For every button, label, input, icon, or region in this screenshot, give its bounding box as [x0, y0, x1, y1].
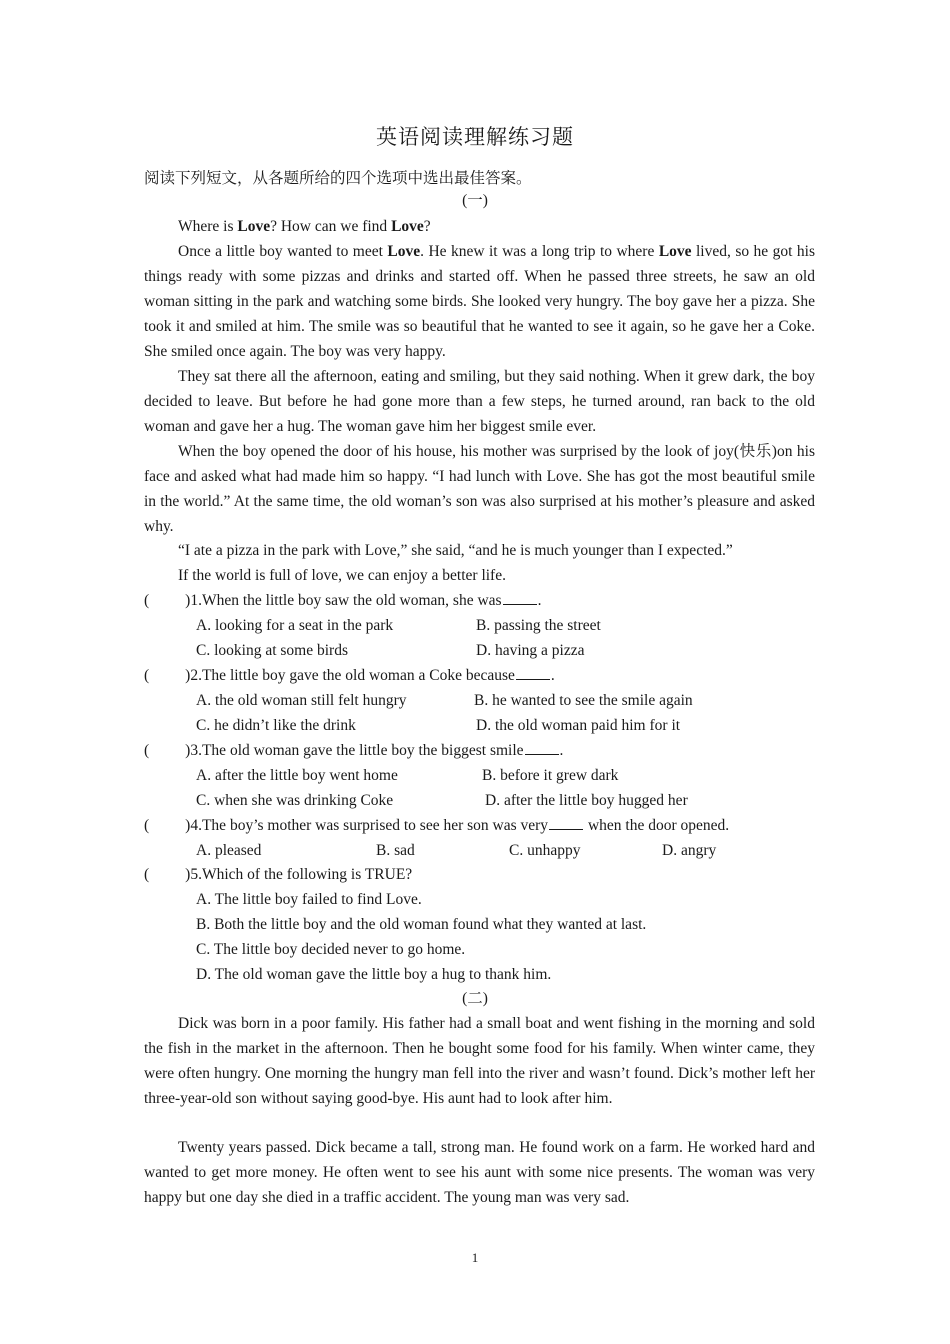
page-title: 英语阅读理解练习题 [376, 125, 574, 149]
headline-love: Love [237, 218, 271, 235]
instruction: 阅读下列短文，从各题所给的四个选项中选出最佳答案。 [144, 170, 532, 187]
passage1-paragraph-3 [144, 440, 815, 540]
passage-headline [178, 216, 431, 238]
option-a: A. looking for a seat in the park [196, 617, 394, 634]
answer-blank [525, 740, 559, 755]
answer-blank [549, 815, 583, 830]
question-stem: 2.The little boy gave the old woman a Coke because [190, 667, 515, 684]
page-number: 1 [471, 1250, 479, 1265]
question-stem: 3.The old woman gave the little boy the biggest smile [190, 742, 524, 759]
option-b: B. Both the little boy and the old woman found what they wanted at last. [196, 916, 647, 933]
option-c: C. when she was drinking Coke [196, 792, 394, 809]
option-d: D. the old woman paid him for it [476, 717, 681, 734]
passage1-paragraph-2 [144, 365, 815, 440]
headline-text: ? How can we find [270, 218, 392, 235]
headline-love: Love [391, 218, 424, 235]
paragraph-text: Once a little boy wanted to meet [178, 243, 388, 260]
question-tail: . [537, 592, 542, 609]
answer-paren-open: ( [144, 592, 150, 609]
answer-paren-close: ) [185, 742, 191, 759]
option-b: B. before it grew dark [482, 767, 619, 784]
answer-paren-close: ) [185, 866, 191, 883]
paragraph-text: They sat there all the afternoon, eating and smiling, but they said nothing. When it grew dark, the boy decided to leave. But before he had gone more than a few steps, he turned around, ran back to the old woman and gave her a hug. The woman gave him her biggest smile ever. [144, 368, 815, 435]
option-d: D. The old woman gave the little boy a hug to thank him. [196, 966, 552, 983]
option-a: A. after the little boy went home [196, 767, 398, 784]
headline-text: ? [423, 218, 431, 235]
paragraph-text: When the boy opened the door of his house, his mother was surprised by the look of joy(快乐)on his face and asked what had made him so happy. “I had lunch with Love. She has got the most beautiful smile in the world.” At the same time, the old woman’s son was also surprised at his mother’s pleasure and asked why. [144, 443, 815, 535]
question-1 [144, 590, 541, 612]
question-3 [144, 740, 563, 762]
bold-love: Love [658, 243, 692, 260]
question-tail: . [559, 742, 564, 759]
passage1-paragraph-1 [144, 240, 815, 365]
answer-paren-open: ( [144, 742, 150, 759]
question-stem: 1.When the little boy saw the old woman, she was [190, 592, 502, 609]
option-c: C. unhappy [509, 842, 581, 859]
answer-paren-open: ( [144, 866, 150, 883]
question-stem: 5.Which of the following is TRUE? [190, 866, 413, 883]
answer-paren-open: ( [144, 817, 150, 834]
question-4 [144, 815, 729, 837]
paragraph-text: Twenty years passed. Dick became a tall, strong man. He found work on a farm. He worked hard and wanted to get more money. He often went to see his aunt with some nice presents. The woman was very happy but one day she died in a traffic accident. The young man was very sad. [144, 1139, 815, 1206]
answer-paren-close: ) [185, 592, 191, 609]
option-d: D. angry [662, 842, 717, 859]
paragraph-text: lived, so he got his things ready with some pizzas and drinks and started off. When he passed three streets, he saw an old woman sitting in the park and watching some birds. She looked very hungry. The boy gave her a pizza. She took it and smiled at him. The smile was so beautiful that he wanted to see it again, so he gave her a Coke. She smiled once again. The boy was very happy. [144, 243, 815, 360]
headline-text: Where is [178, 218, 238, 235]
paragraph-text: . He knew it was a long trip to where [420, 243, 659, 260]
answer-blank [516, 665, 550, 680]
option-a: A. the old woman still felt hungry [196, 692, 407, 709]
passage2-paragraph-2 [144, 1136, 815, 1211]
question-tail: . [550, 667, 555, 684]
option-d: D. having a pizza [476, 642, 585, 659]
question-tail: when the door opened. [584, 817, 730, 834]
option-b: B. he wanted to see the smile again [474, 692, 693, 709]
answer-paren-close: ) [185, 667, 191, 684]
option-c: C. he didn’t like the drink [196, 717, 356, 734]
option-d: D. after the little boy hugged her [485, 792, 688, 809]
answer-paren-close: ) [185, 817, 191, 834]
passage1-paragraph-4 [144, 539, 815, 564]
section-marker-2: (二) [462, 990, 488, 1007]
answer-paren-open: ( [144, 667, 150, 684]
paragraph-text: “I ate a pizza in the park with Love,” she said, “and he is much younger than I expected.” [178, 542, 733, 559]
passage2-paragraph-1 [144, 1012, 815, 1112]
option-b: B. sad [376, 842, 415, 859]
paragraph-text: If the world is full of love, we can enjoy a better life. [178, 567, 506, 584]
answer-blank [503, 590, 537, 605]
question-5 [144, 864, 412, 886]
passage1-paragraph-5 [144, 564, 815, 589]
question-stem: 4.The boy’s mother was surprised to see her son was very [190, 817, 549, 834]
paragraph-text: Dick was born in a poor family. His father had a small boat and went fishing in the morning and sold the fish in the market in the afternoon. Then he bought some food for his family. When winter came, they were often hungry. One morning the hungry man fell into the river and wasn’t found. Dick’s mother left her three-year-old son without saying good-bye. His aunt had to look after him. [144, 1015, 815, 1107]
option-b: B. passing the street [476, 617, 601, 634]
option-a: A. pleased [196, 842, 262, 859]
option-a: A. The little boy failed to find Love. [196, 891, 422, 908]
question-2 [144, 665, 555, 687]
bold-love: Love [387, 243, 421, 260]
section-marker-1: (一) [462, 192, 488, 209]
option-c: C. The little boy decided never to go home. [196, 941, 466, 958]
option-c: C. looking at some birds [196, 642, 348, 659]
